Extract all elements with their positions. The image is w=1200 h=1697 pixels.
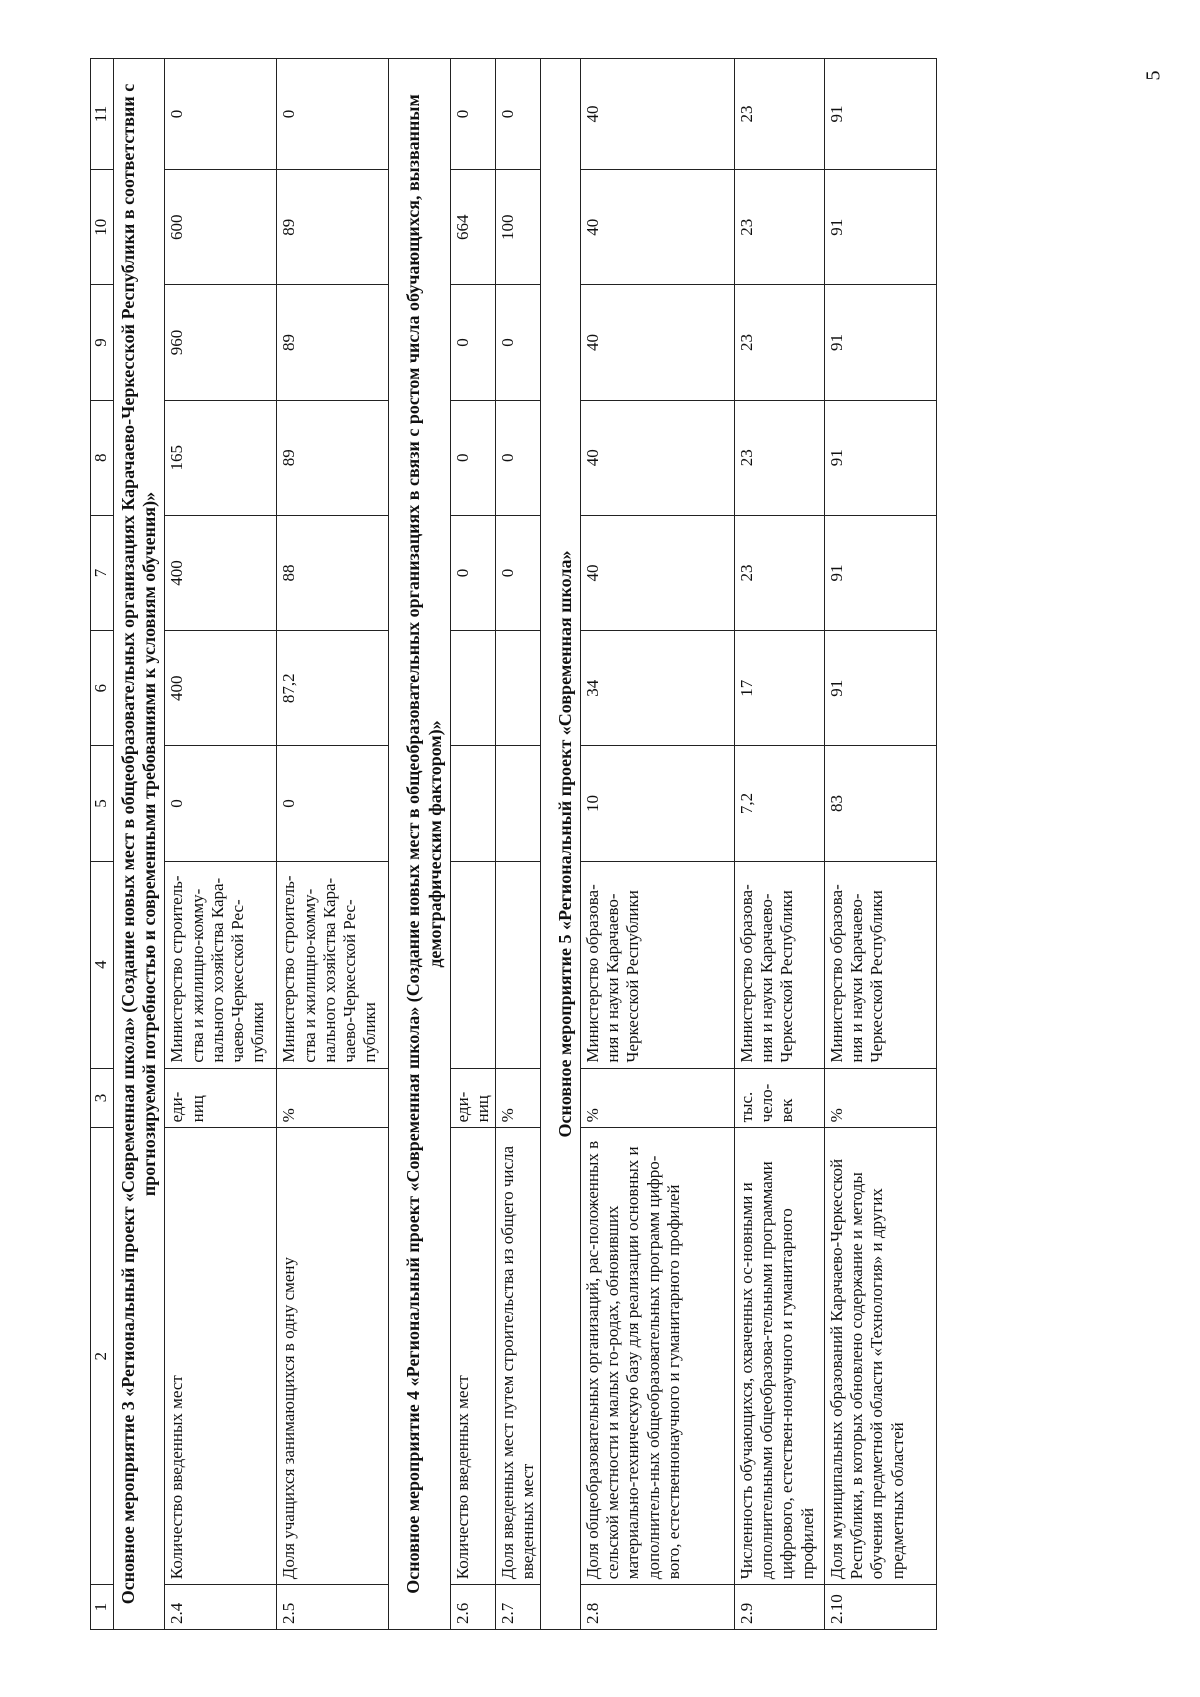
value: [450, 746, 495, 861]
responsible: Министерство образова-ния и науки Карачаево-Черкесской Республики: [735, 861, 825, 1068]
section-title-row: [114, 59, 165, 1630]
value: 0: [450, 400, 495, 515]
unit: тыс. чело-век: [735, 1068, 825, 1128]
value: 91: [825, 400, 937, 515]
col-header: 10: [91, 170, 114, 285]
row-number: 2.5: [277, 1585, 389, 1630]
value: 0: [450, 59, 495, 170]
value: 40: [581, 59, 735, 170]
section-title-row: [389, 59, 450, 1630]
page-number: 5: [1142, 70, 1165, 81]
value: 600: [165, 170, 277, 285]
value: [450, 631, 495, 746]
responsible: Министерство образова-ния и науки Карачаево-Черкесской Республики: [581, 861, 735, 1068]
value: 34: [581, 631, 735, 746]
unit: еди-ниц: [165, 1068, 277, 1128]
col-header: 9: [91, 285, 114, 400]
value: 0: [450, 515, 495, 630]
section-title: Основное мероприятие 3 «Региональный проект «Современная школа» (Создание новых мест в общеобразовательных организациях Карачаево-Черкесской Республики в соответствии с прогнозируемой потребностью и современными требованиями к условиям обучения)»: [114, 59, 165, 1630]
value: 0: [496, 59, 541, 170]
row-number: 2.7: [496, 1585, 541, 1630]
table-row: [581, 59, 735, 1630]
row-number: 2.4: [165, 1585, 277, 1630]
value: 87,2: [277, 631, 389, 746]
value: 0: [496, 400, 541, 515]
section-title-row: [541, 59, 581, 1630]
col-header: 2: [91, 1128, 114, 1585]
col-header: 1: [91, 1585, 114, 1630]
col-header: 11: [91, 59, 114, 170]
responsible: [450, 861, 495, 1068]
value: 165: [165, 400, 277, 515]
value: 40: [581, 170, 735, 285]
value: 91: [825, 631, 937, 746]
col-header: 6: [91, 631, 114, 746]
value: 17: [735, 631, 825, 746]
col-header: 3: [91, 1068, 114, 1128]
value: 91: [825, 59, 937, 170]
indicator-name: Численность обучающихся, охваченных ос-новными и дополнительными общеобразова-тельными программами цифрового, естествен-нонаучного и гуманитарного профилей: [735, 1128, 825, 1585]
value: 0: [277, 746, 389, 861]
value: 23: [735, 285, 825, 400]
indicator-name: Количество введенных мест: [450, 1128, 495, 1585]
value: 0: [165, 746, 277, 861]
value: 88: [277, 515, 389, 630]
table-row: [496, 59, 541, 1630]
col-header: 5: [91, 746, 114, 861]
table-row: [277, 59, 389, 1630]
value: 0: [450, 285, 495, 400]
unit: еди-ниц: [450, 1068, 495, 1128]
row-number: 2.8: [581, 1585, 735, 1630]
value: 40: [581, 515, 735, 630]
indicator-name: Доля учащихся занимающихся в одну смену: [277, 1128, 389, 1585]
value: 400: [165, 631, 277, 746]
value: 0: [496, 515, 541, 630]
responsible: Министерство образова-ния и науки Карачаево-Черкесской Республики: [825, 861, 937, 1068]
value: 23: [735, 400, 825, 515]
table-row: [450, 59, 495, 1630]
responsible: Министерство строитель-ства и жилищно-комму-нального хозяйства Кара-чаево-Черкесской Рес-публики: [165, 861, 277, 1068]
value: 91: [825, 170, 937, 285]
value: 10: [581, 746, 735, 861]
row-number: 2.6: [450, 1585, 495, 1630]
value: 40: [581, 400, 735, 515]
value: 91: [825, 285, 937, 400]
value: 400: [165, 515, 277, 630]
value: 89: [277, 400, 389, 515]
value: [496, 746, 541, 861]
value: 7,2: [735, 746, 825, 861]
col-header: 8: [91, 400, 114, 515]
row-number: 2.10: [825, 1585, 937, 1630]
unit: %: [496, 1068, 541, 1128]
value: 83: [825, 746, 937, 861]
row-number: 2.9: [735, 1585, 825, 1630]
value: 89: [277, 170, 389, 285]
value: 0: [277, 59, 389, 170]
value: 23: [735, 170, 825, 285]
value: 664: [450, 170, 495, 285]
responsible: Министерство строитель-ства и жилищно-комму-нального хозяйства Кара-чаево-Черкесской Рес-публики: [277, 861, 389, 1068]
value: 89: [277, 285, 389, 400]
indicator-name: Доля муниципальных образований Карачаево-Черкесской Республики, в которых обновлено содержание и методы обучения предметной области «Технология» и других предметных областей: [825, 1128, 937, 1585]
value: 0: [165, 59, 277, 170]
value: [496, 631, 541, 746]
value: 960: [165, 285, 277, 400]
value: 0: [496, 285, 541, 400]
table-row: [165, 59, 277, 1630]
col-header: 7: [91, 515, 114, 630]
indicator-name: Количество введенных мест: [165, 1128, 277, 1585]
responsible: [496, 861, 541, 1068]
indicators-table: [90, 58, 937, 1630]
col-header: 4: [91, 861, 114, 1068]
value: 23: [735, 515, 825, 630]
section-title: Основное мероприятие 4 «Региональный проект «Современная школа» (Создание новых мест в общеобразовательных организациях в связи с ростом числа обучающихся, вызванным демографическим фактором)»: [389, 59, 450, 1630]
table-row: [825, 59, 937, 1630]
value: 40: [581, 285, 735, 400]
value: 100: [496, 170, 541, 285]
unit: %: [825, 1068, 937, 1128]
value: 23: [735, 59, 825, 170]
indicator-name: Доля введенных мест путем строительства из общего числа введенных мест: [496, 1128, 541, 1585]
unit: %: [581, 1068, 735, 1128]
table-row: [735, 59, 825, 1630]
section-title: Основное мероприятие 5 «Региональный проект «Современная школа»: [541, 59, 581, 1630]
value: 91: [825, 515, 937, 630]
unit: %: [277, 1068, 389, 1128]
rotated-page-content: [90, 58, 1130, 1630]
column-number-row: [91, 59, 114, 1630]
indicator-name: Доля общеобразовательных организаций, рас-положенных в сельской местности и малых го-родах, обновивших материально-техническую базу для реализации основных и дополнитель-ных общеобразовательных программ цифро-вого, естественнонаучного и гуманитарного профилей: [581, 1128, 735, 1585]
